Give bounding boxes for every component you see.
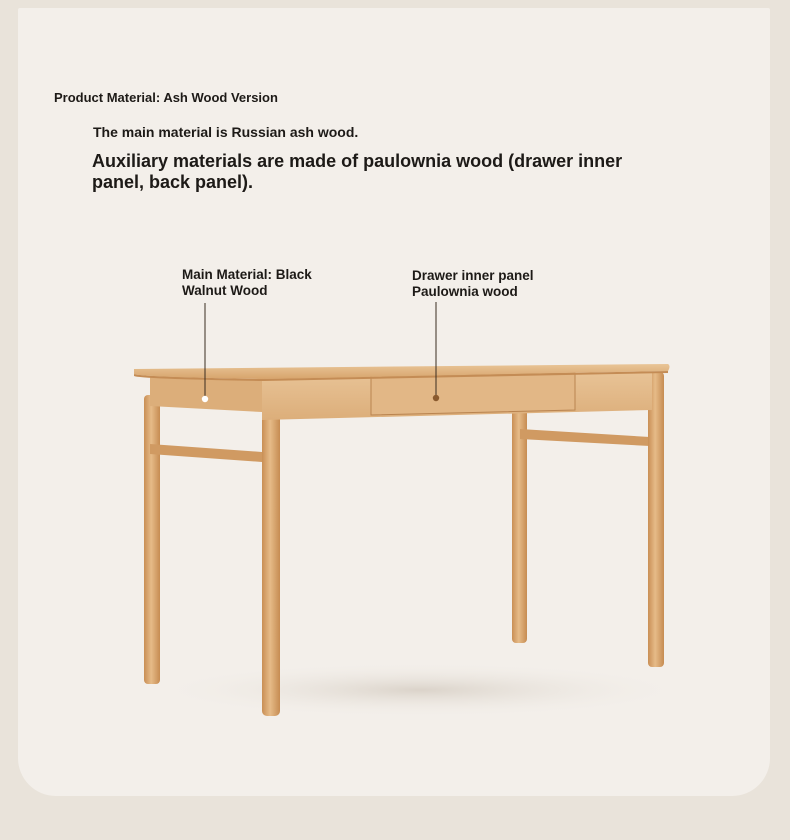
callout-drawer-panel-line1: Drawer inner panel [412, 268, 534, 283]
desk-stretcher-left [150, 444, 262, 462]
callout-drawer-panel-line2: Paulownia wood [412, 284, 518, 299]
desk-leg-front-right [648, 372, 664, 667]
desk-leg-back-right [512, 405, 527, 643]
auxiliary-material-note: Auxiliary materials are made of paulownia wood (drawer inner panel, back panel). [92, 151, 623, 192]
desk-leg-front-left [262, 382, 280, 716]
desk-drawer-front [371, 373, 575, 415]
desk-stretcher-right [520, 429, 650, 446]
desk-apron-side [150, 376, 262, 412]
desk-leg-back-left [144, 395, 160, 684]
desk-shadow [150, 662, 690, 718]
callout-main-material-line1: Main Material: Black [182, 267, 312, 282]
product-material-heading: Product Material: Ash Wood Version [54, 90, 278, 105]
main-material-note: The main material is Russian ash wood. [93, 124, 359, 140]
callout-main-material-line2: Walnut Wood [182, 283, 268, 298]
callout-main-material-dot [202, 396, 208, 402]
callout-drawer-panel-dot [433, 395, 439, 401]
